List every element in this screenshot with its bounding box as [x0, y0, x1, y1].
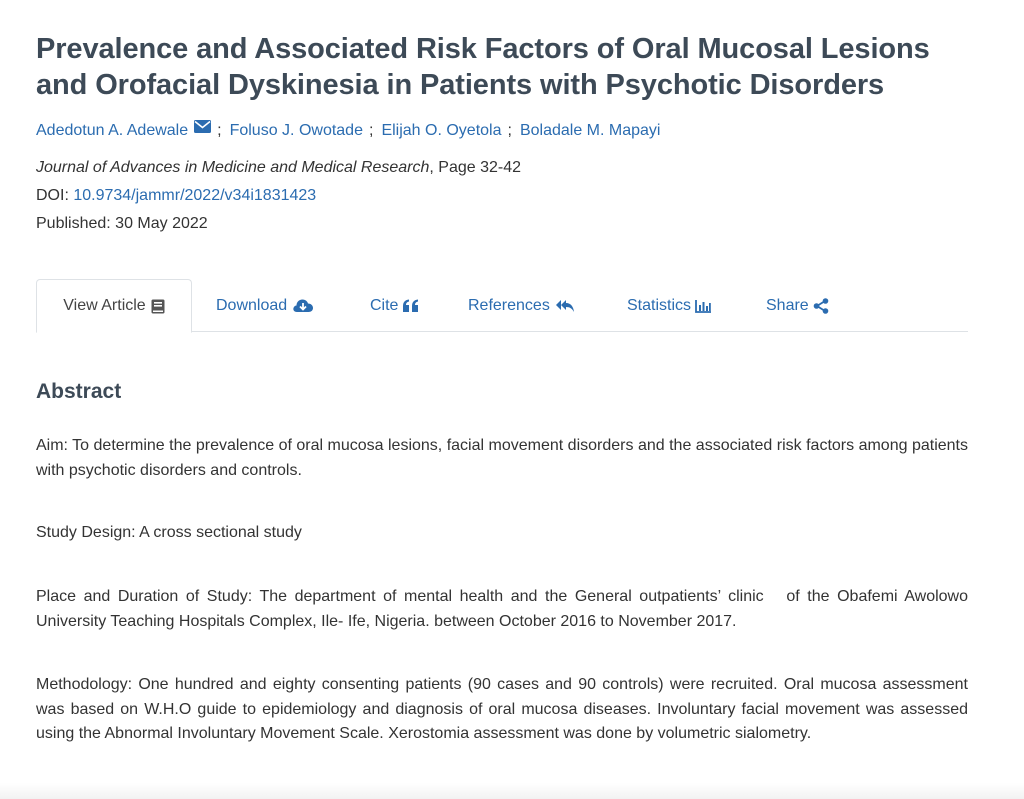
book-icon	[151, 299, 165, 314]
tab-share[interactable]	[766, 279, 829, 332]
abstract-methodology: Methodology: One hundred and eighty consenting patients (90 cases and 90 controls) were recruited. Oral mucosa assessment was based on W.H.O guide to epidemiology and diagnosis of oral mucosa diseases. Involuntary facial movement was assessed using the Abnormal Involuntary Movement Scale. Xerostomia assessment was done by volumetric sialometry.	[36, 676, 968, 742]
journal-name: Journal of Advances in Medicine and Medical Research	[36, 159, 430, 176]
tab-label: Statistics	[627, 296, 692, 314]
bottom-edge	[0, 783, 1024, 799]
tab-cite[interactable]	[370, 279, 420, 332]
share-icon	[813, 298, 829, 314]
article-title: Prevalence and Associated Risk Factors of Oral Mucosal Lesions and Orofacial Dyskinesia in Patients with Psychotic Disorders	[36, 33, 930, 101]
tab-label: Share	[766, 296, 809, 314]
author-separator: ;	[217, 122, 222, 139]
cloud-download-icon	[292, 298, 314, 313]
author-separator: ;	[507, 122, 512, 139]
tab-statistics[interactable]	[627, 279, 712, 332]
tab-view-article[interactable]	[36, 279, 192, 333]
doi-link[interactable]: 10.9734/jammr/2022/v34i1831423	[73, 187, 317, 204]
author-list	[36, 117, 660, 143]
tab-label: Cite	[370, 296, 399, 314]
tab-label: References	[468, 296, 550, 314]
bar-chart-icon	[695, 299, 712, 313]
author-link-2[interactable]: Foluso J. Owotade	[229, 122, 363, 139]
abstract-aim: Aim: To determine the prevalence of oral mucosa lesions, facial movement disorders and the associated risk factors among patients with psychotic disorders and controls.	[36, 437, 968, 479]
journal-citation	[36, 156, 521, 180]
published-date: Published: 30 May 2022	[36, 215, 208, 232]
doi-line	[36, 184, 316, 208]
doi-label: DOI:	[36, 187, 74, 204]
quote-icon	[402, 299, 420, 313]
abstract-place-duration: Place and Duration of Study: The department of mental health and the General outpatients’ clinic of the Obafemi Awolowo University Teaching Hospitals Complex, Ile- Ife, Nigeria. between October 2016 to November 2017.	[36, 588, 973, 630]
article-tabs	[36, 279, 968, 332]
abstract-study-design: Study Design: A cross sectional study	[36, 524, 302, 541]
author-separator: ;	[368, 122, 374, 139]
reply-all-icon	[555, 299, 575, 313]
tab-references[interactable]	[468, 279, 575, 332]
page-range: , Page 32-42	[429, 159, 522, 176]
author-link-1[interactable]: Adedotun A. Adewale	[36, 122, 189, 139]
author-link-4[interactable]: Boladale M. Mapayi	[519, 122, 661, 139]
author-link-3[interactable]: Elijah O. Oyetola	[381, 122, 502, 139]
abstract-heading: Abstract	[36, 380, 122, 403]
tab-label: View Article	[63, 297, 146, 314]
email-icon[interactable]	[194, 117, 211, 141]
tab-label: Download	[216, 296, 288, 314]
tab-download[interactable]	[216, 279, 314, 332]
